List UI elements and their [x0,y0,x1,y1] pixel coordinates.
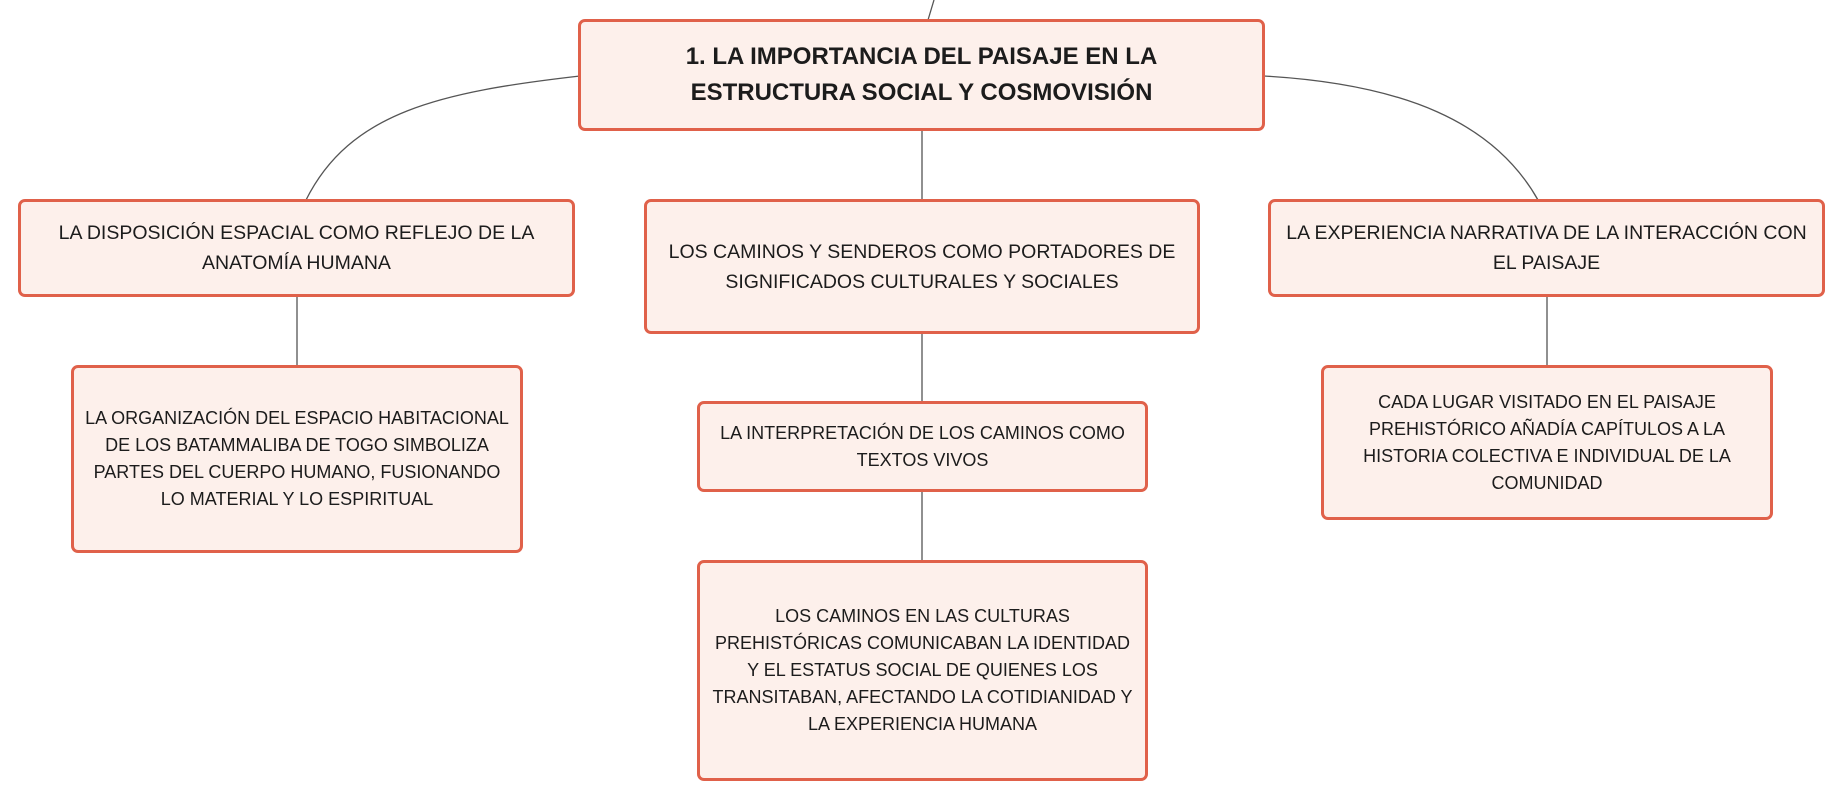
child-node-text: LA ORGANIZACIÓN DEL ESPACIO HABITACIONAL DE LOS BATAMMALIBA DE TOGO SIMBOLIZA PARTES DEL CUERPO HUMANO, FUSIONANDO LO MATERIAL Y LO ESPIRITUAL [85,408,509,509]
child-node-text: LOS CAMINOS EN LAS CULTURAS PREHISTÓRICAS COMUNICABAN LA IDENTIDAD Y EL ESTATUS SOCIAL DE QUIENES LOS TRANSITABAN, AFECTANDO LA COTIDIANIDAD Y LA EXPERIENCIA HUMANA [712,606,1133,734]
root-node-text: 1. LA IMPORTANCIA DEL PAISAJE EN LA ESTRUCTURA SOCIAL Y COSMOVISIÓN [685,43,1158,106]
child-node-text: LA INTERPRETACIÓN DE LOS CAMINOS COMO TEXTOS VIVOS [720,422,1125,470]
branch-node-text: LA EXPERIENCIA NARRATIVA DE LA INTERACCIÓN CON EL PAISAJE [1286,222,1807,274]
branch-node-spatial-anatomy[interactable] [18,199,575,297]
branch-node-text: LA DISPOSICIÓN ESPACIAL COMO REFLEJO DE LA ANATOMÍA HUMANA [58,222,535,274]
connector-root-to-branch-right [1264,76,1538,200]
branch-node-text: LOS CAMINOS Y SENDEROS COMO PORTADORES DE SIGNIFICADOS CULTURALES Y SOCIALES [668,240,1176,293]
connector-parent-to-root [928,0,934,20]
child-node-living-texts[interactable] [697,401,1148,492]
root-node[interactable] [578,19,1265,131]
child-node-text: CADA LUGAR VISITADO EN EL PAISAJE PREHISTÓRICO AÑADÍA CAPÍTULOS A LA HISTORIA COLECTIVA E INDIVIDUAL DE LA COMUNIDAD [1363,391,1731,493]
child-node-prehistoric-paths[interactable] [697,560,1148,781]
branch-node-paths-meanings[interactable] [644,199,1200,334]
child-node-chapters-history[interactable] [1321,365,1773,520]
child-node-batammaliba[interactable] [71,365,523,553]
connector-root-to-branch-left [306,76,580,200]
branch-node-narrative-experience[interactable] [1268,199,1825,297]
